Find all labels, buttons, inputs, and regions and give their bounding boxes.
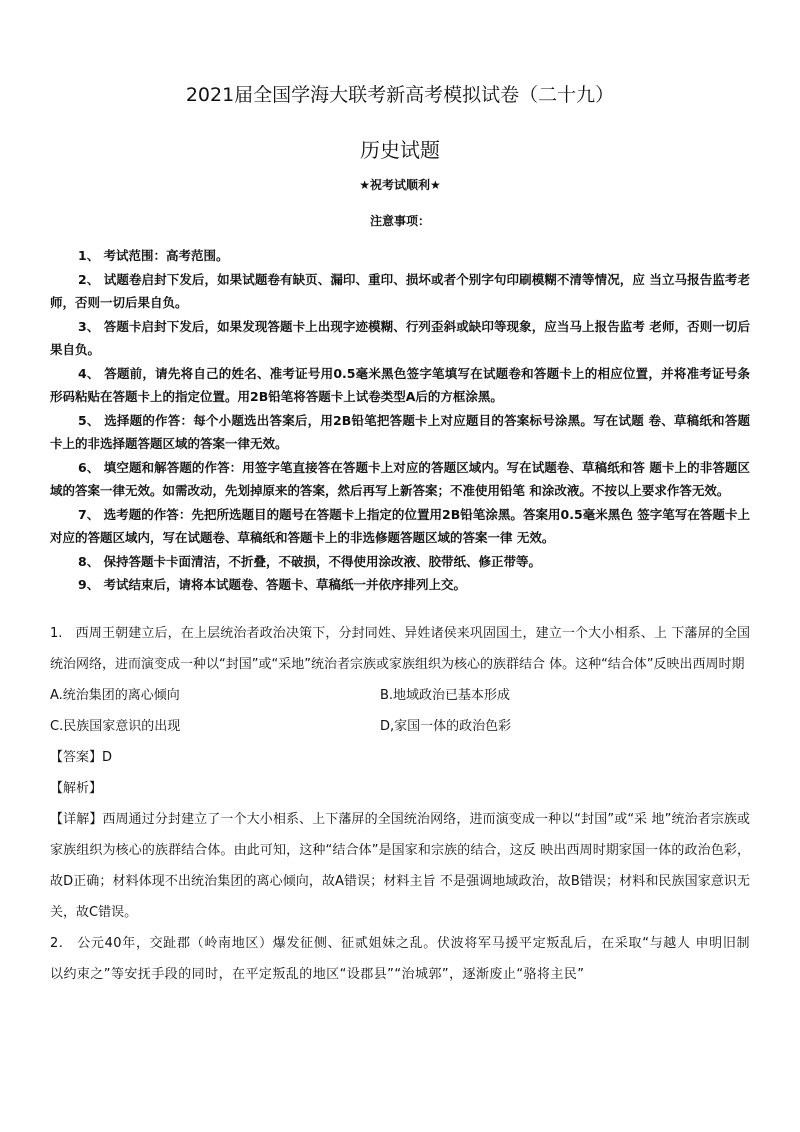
options-row-2 [50,711,750,742]
notice-item: 2、 试题卷启封下发后，如果试题卷有缺页、漏印、重印、损坏或者个别字句印刷模糊不清等情况，应 当立马报告监考老师，否则一切后果自负。 [50,271,750,310]
notice-heading: 注意事项： [369,214,430,228]
good-luck-line: ★祝考试顺利★ [359,178,441,192]
notice-item: 6、 填空题和解答题的作答：用签字笔直接答在答题卡上对应的答题区域内。写在试题卷、草稿纸和答 题卡上的非答题区域的答案一律无效。如需改动，先划掉原来的答案，然后再写上新答案；不准使用铅笔 和涂改液。不按以上要求作答无效。 [50,459,750,498]
subject-title: 历史试题 [360,138,440,162]
answer-line: 【答案】D [50,750,113,765]
notice-item: 9、 考试结束后，请将本试题卷、答题卡、草稿纸一并依序排列上交。 [78,577,467,592]
question-section [50,618,750,990]
option-a: A.统治集团的离心倾向 [50,688,180,703]
notice-item: 8、 保持答题卡卡面清洁，不折叠，不破损，不得使用涂改液、胶带纸、修正带等。 [78,553,542,569]
analysis-label: 【解析】 [50,781,103,796]
notice-item: 5、 选择题的作答：每个小题选出答案后，用2B铅笔把答题卡上对应题目的答案标号涂黑。写在试题 卷、草稿纸和答题卡上的非选择题答题区域的答案一律无效。 [50,412,750,451]
option-d: D,家国一体的政治色彩 [380,719,512,734]
option-b: B.地域政治已基本形成 [380,688,511,703]
notice-item: 1、 考试范围：高考范围。 [78,248,229,263]
question-2-stem: 2. 公元40年，交趾郡（岭南地区）爆发征侧、征贰姐妹之乱。伏波将军马援平定叛乱后，在采取“与越人 申明旧制以约束之”等安抚手段的同时，在平定叛乱的地区“设郡县”“治城郭”，逐渐废止“骆将主民” [50,936,750,982]
detail-explanation: 【详解】西周通过分封建立了一个大小相系、上下藩屏的全国统治网络，进而演变成一种以“封国”或“采 地”统治者宗族或家族组织为核心的族群结合体。由此可知，这种“结合体”是国家和宗族的结合，这反 映出西周时期家国一体的政治色彩，故D正确；材料体现不出统治集团的离心倾向，故A错误；材料主旨 不是强调地域政治，故B错误；材料和民族国家意识无关，故C错误。 [50,812,750,920]
notice-list [50,244,750,597]
exam-title: 2021届全国学海大联考新高考模拟试卷（二十九） [185,84,615,106]
question-1-stem: 1. 西周王朝建立后，在上层统治者政治决策下，分封同姓、异姓诸侯来巩固国土，建立一个大小相系、上 下藩屏的全国统治网络，进而演变成一种以“封国”或“采地”统治者宗族或家族组织为核心的族群结合 体。这种“结合体”反映出西周时期 [50,626,750,672]
notice-item: 7、 选考题的作答：先把所选题目的题号在答题卡上指定的位置用2B铅笔涂黑。答案用0.5毫米黑色 签字笔写在答题卡上对应的答题区域内，写在试题卷、草稿纸和答题卡上的非选修题答题区域的答案一律 无效。 [50,506,750,545]
option-c: C.民族国家意识的出现 [50,719,181,734]
notice-item: 3、 答题卡启封下发后，如果发现答题卡上出现字迹模糊、行列歪斜或缺印等现象，应当马上报告监考 老师，否则一切后果自负。 [50,318,750,357]
notice-item: 4、 答题前，请先将自己的姓名、准考证号用0.5毫米黑色签字笔填写在试题卷和答题卡上的相应位置，并将准考证号条形码粘贴在答题卡上的指定位置。用2B铅笔将答题卡上试卷类型A后的方框涂黑。 [50,365,750,404]
options-row-1 [50,680,750,711]
